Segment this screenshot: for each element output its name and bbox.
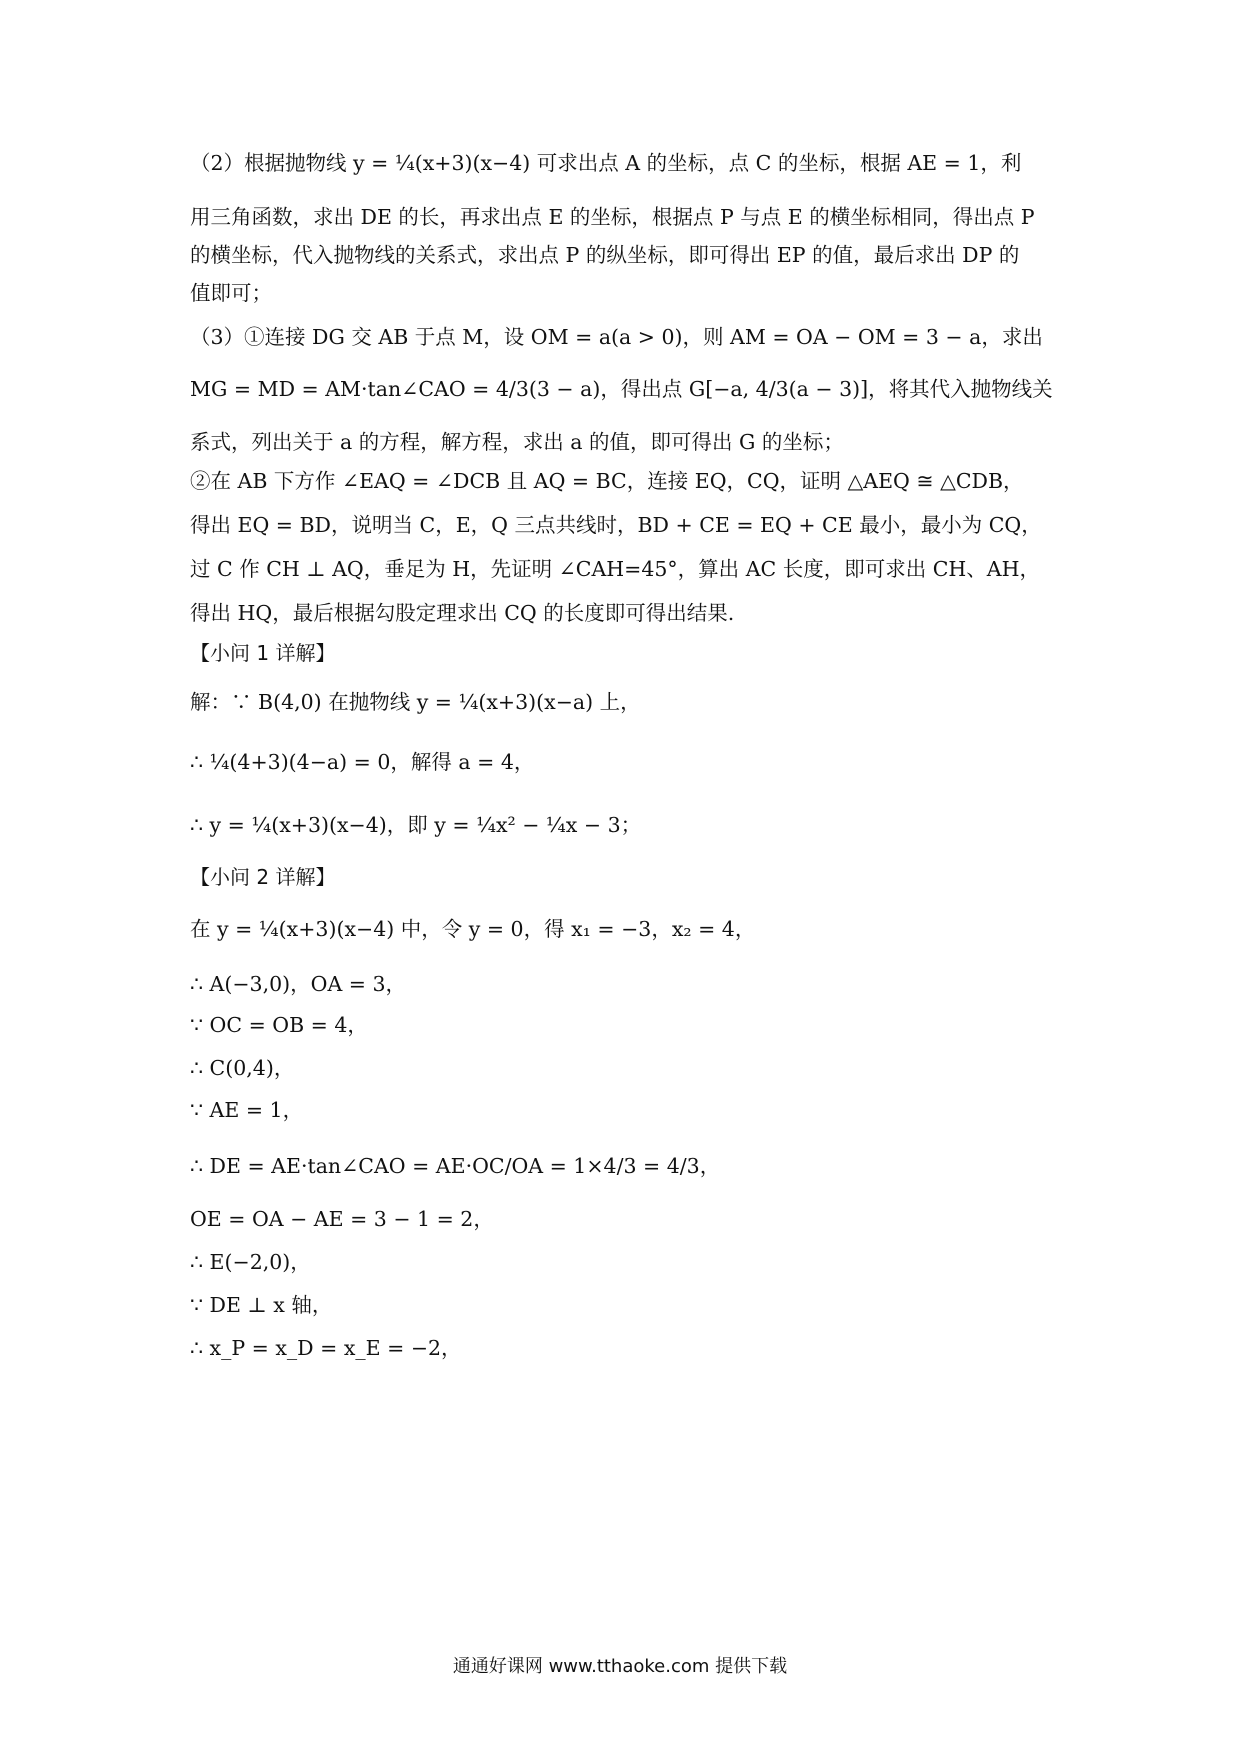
part3-line-7: 得出 HQ，最后根据勾股定理求出 CQ 的长度即可得出结果. <box>190 601 735 625</box>
part3-line-5: 得出 EQ = BD，说明当 C，E，Q 三点共线时，BD + CE = EQ + CE 最小，最小为 CQ， <box>190 513 1042 537</box>
q2-line-1: 在 y = ¼(x+3)(x−4) 中，令 y = 0，得 x₁ = −3，x₂ = 4， <box>190 917 756 941</box>
part3-line-6: 过 C 作 CH ⊥ AQ，垂足为 H，先证明 ∠CAH=45°，算出 AC 长度，即可求出 CH、AH， <box>190 557 1040 581</box>
q2-line-8: ∴ E(−2,0)， <box>190 1250 311 1274</box>
q1-line-3: ∴ y = ¼(x+3)(x−4)，即 y = ¼x² − ¼x − 3； <box>190 813 642 837</box>
q2-line-3: ∵ OC = OB = 4， <box>190 1013 368 1037</box>
q2-line-6: ∴ DE = AE·tan∠CAO = AE·OC/OA = 1×4/3 = 4/3， <box>190 1154 721 1178</box>
part3-line-3: 系式，列出关于 a 的方程，解方程，求出 a 的值，即可得出 G 的坐标； <box>190 430 844 454</box>
part2-line-2: 用三角函数，求出 DE 的长，再求出点 E 的坐标，根据点 P 与点 E 的横坐标相同，得出点 P <box>190 205 1035 229</box>
footer-credit: 通通好课网 www.tthaoke.com 提供下载 <box>452 1656 788 1677</box>
q2-line-7: OE = OA − AE = 3 − 1 = 2， <box>190 1207 494 1231</box>
q1-heading: 【小问 1 详解】 <box>190 641 336 665</box>
part3-line-4: ②在 AB 下方作 ∠EAQ = ∠DCB 且 AQ = BC，连接 EQ，CQ，证明 △AEQ ≅ △CDB， <box>190 469 1024 493</box>
part3-line-2: MG = MD = AM·tan∠CAO = 4/3(3 − a)，得出点 G[−a, 4/3(a − 3)]，将其代入抛物线关 <box>190 377 1053 401</box>
q1-line-2: ∴ ¼(4+3)(4−a) = 0，解得 a = 4， <box>190 750 535 774</box>
q2-line-10: ∴ x_P = x_D = x_E = −2， <box>190 1336 462 1360</box>
part2-line-4: 值即可； <box>190 281 272 305</box>
q2-heading: 【小问 2 详解】 <box>190 865 336 889</box>
part2-line-1: （2）根据抛物线 y = ¼(x+3)(x−4) 可求出点 A 的坐标，点 C 的坐标，根据 AE = 1，利 <box>190 151 1022 175</box>
q2-line-4: ∴ C(0,4)， <box>190 1056 295 1080</box>
q1-line-1: 解：∵ B(4,0) 在抛物线 y = ¼(x+3)(x−a) 上， <box>190 690 641 714</box>
part3-line-1: （3）①连接 DG 交 AB 于点 M，设 OM = a(a > 0)，则 AM = OA − OM = 3 − a，求出 <box>190 325 1043 349</box>
q2-line-9: ∵ DE ⊥ x 轴， <box>190 1293 333 1317</box>
q2-line-5: ∵ AE = 1， <box>190 1098 304 1122</box>
part2-line-3: 的横坐标，代入抛物线的关系式，求出点 P 的纵坐标，即可得出 EP 的值，最后求出 DP 的 <box>190 243 1020 267</box>
q2-line-2: ∴ A(−3,0)，OA = 3， <box>190 972 407 996</box>
